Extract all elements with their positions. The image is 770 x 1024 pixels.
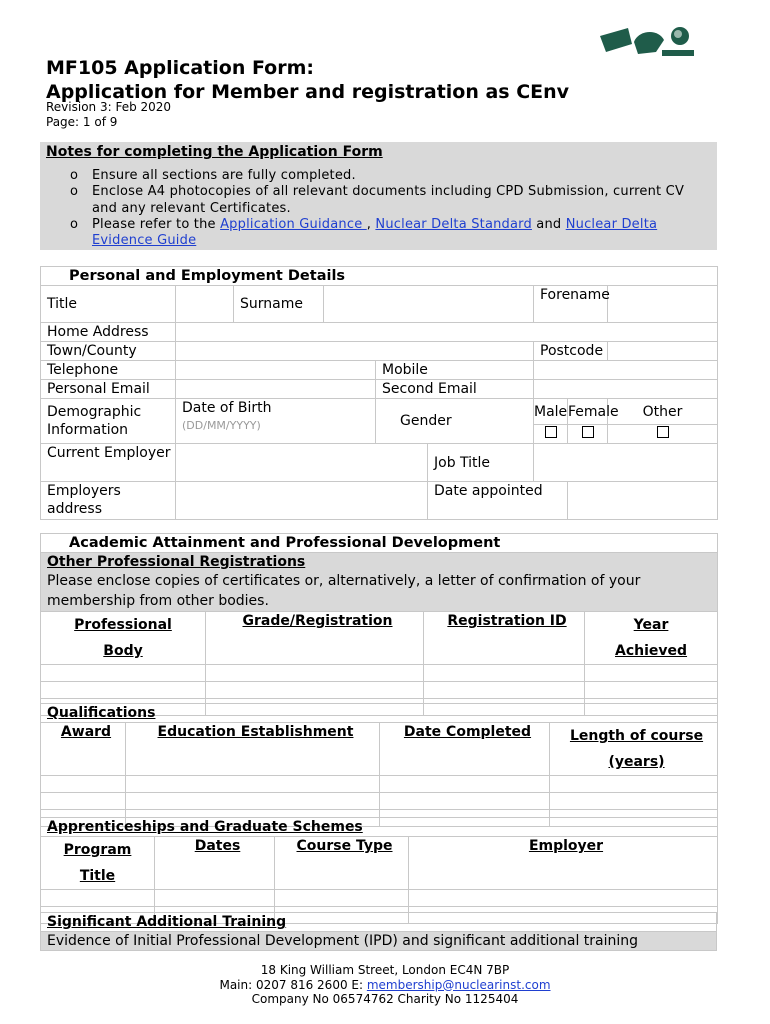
date-of-birth-field[interactable] xyxy=(176,399,376,444)
forename-input[interactable] xyxy=(608,286,718,323)
table-cell[interactable] xyxy=(126,776,380,793)
table-cell[interactable] xyxy=(126,793,380,810)
checkbox-icon xyxy=(657,426,669,438)
surname-input[interactable] xyxy=(324,286,534,323)
personal-section-heading: Personal and Employment Details xyxy=(41,267,718,286)
home-address-input[interactable] xyxy=(176,323,718,342)
current-employer-label: Current Employer xyxy=(41,444,176,482)
qualifications-table xyxy=(40,703,718,827)
mobile-label: Mobile xyxy=(376,361,534,380)
town-county-input[interactable] xyxy=(176,342,534,361)
surname-label: Surname xyxy=(234,286,324,323)
table-cell[interactable] xyxy=(206,665,424,682)
table-cell[interactable] xyxy=(155,890,275,907)
col-employer: Employer xyxy=(409,837,718,890)
professional-registrations-table xyxy=(40,533,718,716)
col-award: Award xyxy=(41,723,126,776)
table-cell[interactable] xyxy=(380,776,550,793)
notes-item: o Please refer to the Application Guidance , Nuclear Delta Standard and Nuclear Delta Evidence Guide xyxy=(70,216,658,249)
col-grade-registration: Grade/Registration xyxy=(206,612,424,665)
col-date-completed: Date Completed xyxy=(380,723,550,776)
page-title xyxy=(46,56,569,104)
table-cell[interactable] xyxy=(41,665,206,682)
mobile-input[interactable] xyxy=(534,361,718,380)
date-of-birth-label: Date of Birth xyxy=(182,400,272,416)
col-course-type: Course Type xyxy=(275,837,409,890)
apprenticeships-table xyxy=(40,817,718,924)
significant-training-note: Evidence of Initial Professional Development (IPD) and significant additional training xyxy=(41,932,717,951)
revision-text: Revision 3: Feb 2020 xyxy=(46,100,172,114)
col-length-of-course: Length of course (years) xyxy=(550,723,718,776)
table-cell[interactable] xyxy=(380,793,550,810)
job-title-input[interactable] xyxy=(534,444,718,482)
job-title-label: Job Title xyxy=(428,444,534,482)
notes-item: o Enclose A4 photocopies of all relevant documents including CPD Submission, current CV and any relevant Certificates. xyxy=(70,184,685,216)
table-cell[interactable] xyxy=(550,776,718,793)
apprenticeships-heading: Apprenticeships and Graduate Schemes xyxy=(41,818,718,837)
footer-contact: Main: 0207 816 2600 E: membership@nuclearinst.com xyxy=(219,977,551,992)
registrations-note: Please enclose copies of certificates or, alternatively, a letter of confirmation of your membership from other bodies. xyxy=(47,573,641,609)
male-label: Male xyxy=(534,399,568,425)
other-label: Other xyxy=(608,399,718,425)
title-label: Title xyxy=(41,286,176,323)
page-footer xyxy=(0,963,770,1007)
title-input[interactable] xyxy=(176,286,234,323)
notes-panel xyxy=(40,142,717,250)
personal-email-input[interactable] xyxy=(176,380,376,399)
table-cell[interactable] xyxy=(275,890,409,907)
second-email-input[interactable] xyxy=(534,380,718,399)
table-cell[interactable] xyxy=(41,776,126,793)
female-checkbox[interactable] xyxy=(568,425,608,444)
title-line-1: MF105 Application Form: xyxy=(46,57,314,79)
footer-company: Company No 06574762 Charity No 1125404 xyxy=(251,992,519,1006)
personal-email-label: Personal Email xyxy=(41,380,176,399)
female-label: Female xyxy=(568,399,608,425)
table-cell[interactable] xyxy=(206,682,424,699)
nuclear-delta-standard-link[interactable]: Nuclear Delta Standard xyxy=(375,216,532,232)
postcode-input[interactable] xyxy=(608,342,718,361)
table-cell[interactable] xyxy=(585,682,718,699)
notes-list xyxy=(70,168,710,249)
checkbox-icon xyxy=(582,426,594,438)
significant-training-table xyxy=(40,912,717,951)
table-cell[interactable] xyxy=(41,890,155,907)
date-appointed-label: Date appointed xyxy=(428,482,568,520)
table-cell[interactable] xyxy=(41,682,206,699)
table-cell[interactable] xyxy=(424,665,585,682)
notes-item: o Ensure all sections are fully completed. xyxy=(70,168,356,183)
table-cell[interactable] xyxy=(550,793,718,810)
table-cell[interactable] xyxy=(409,890,718,907)
employers-address-label: Employers address xyxy=(41,482,176,520)
notes-heading: Notes for completing the Application Form xyxy=(46,144,383,160)
registrations-intro xyxy=(41,553,718,612)
telephone-label: Telephone xyxy=(41,361,176,380)
telephone-input[interactable] xyxy=(176,361,376,380)
home-address-label: Home Address xyxy=(41,323,176,342)
other-checkbox[interactable] xyxy=(608,425,718,444)
table-cell[interactable] xyxy=(424,682,585,699)
qualifications-heading: Qualifications xyxy=(41,704,718,723)
male-checkbox[interactable] xyxy=(534,425,568,444)
title-line-2: Application for Member and registration as CEnv xyxy=(46,81,570,103)
gender-label: Gender xyxy=(376,399,534,444)
personal-details-table xyxy=(40,266,718,520)
checkbox-icon xyxy=(545,426,557,438)
col-professional-body: Professional Body xyxy=(41,612,206,665)
nuclear-delta-evidence-guide-link[interactable]: Nuclear Delta Evidence Guide xyxy=(92,216,658,249)
date-appointed-input[interactable] xyxy=(568,482,718,520)
col-dates: Dates xyxy=(155,837,275,890)
postcode-label: Postcode xyxy=(534,342,608,361)
date-of-birth-placeholder: (DD/MM/YYYY) xyxy=(182,419,261,432)
col-registration-id: Registration ID xyxy=(424,612,585,665)
footer-address: 18 King William Street, London EC4N 7BP xyxy=(260,963,510,977)
significant-training-heading: Significant Additional Training xyxy=(41,913,717,932)
current-employer-input[interactable] xyxy=(176,444,428,482)
second-email-label: Second Email xyxy=(376,380,534,399)
col-education-establishment: Education Establishment xyxy=(126,723,380,776)
forename-label: Forename xyxy=(534,286,608,323)
table-cell[interactable] xyxy=(41,793,126,810)
table-cell[interactable] xyxy=(585,665,718,682)
town-county-label: Town/County xyxy=(41,342,176,361)
membership-email-link[interactable]: membership@nuclearinst.com xyxy=(366,977,551,992)
col-program-title: Program Title xyxy=(41,837,155,890)
registrations-heading: Other Professional Registrations xyxy=(47,554,306,570)
col-year-achieved: Year Achieved xyxy=(585,612,718,665)
nuclear-institute-logo xyxy=(598,22,698,58)
application-guidance-link[interactable]: Application Guidance xyxy=(220,216,367,232)
employers-address-input[interactable] xyxy=(176,482,428,520)
academic-section-heading: Academic Attainment and Professional Development xyxy=(41,534,718,553)
demographic-label: Demographic Information xyxy=(41,399,176,444)
page-number: Page: 1 of 9 xyxy=(46,115,118,129)
